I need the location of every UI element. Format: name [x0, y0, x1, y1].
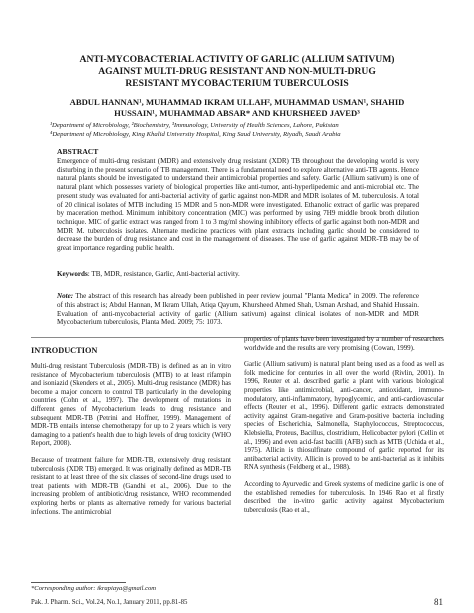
note-text: The abstract of this research has already been published in peer review journal "Planta Medica" in 2009. The reference of this abstract is; Abdul Hannan, M Ikram Ullah, Atiqa Qayum, Khursheed Ahmed Shah, Usman Arshad, and Shahid Hussain. Evaluation of anti-mycobacterial activity of garlic (Allium sativum) against clinical isolates of non-MDR and MDR Mycobacterium tuberculosis, Planta Med. 2009; 75: 1073.: [57, 292, 419, 327]
introduction-heading: INTRODUCTION: [31, 346, 98, 355]
paragraph: Because of treatment failure for MDR-TB, extensively drug resistant tuberculosis (XDR TB) emerged. It was originally defined as MDR-TB resistant to at least three of the six classes of second-line drugs used to treat patients with MDR-TB (Gandhi et al., 2006). Due to the increasing problem of antibiotic/drug resistance, WHO recommended exploring herbs or plants as alternative remedy for various bacterial infections. The antimicrobial: [31, 455, 231, 516]
abstract-text: Emergence of multi-drug resistant (MDR) and extensively drug resistant (XDR) TB throughout the developing world is very disturbing in the present scenario of TB management. There is a fundamental need to explore alternative anti-TB agents. Hence natural plants should be investigated to understand their antimicrobial properties and safety. Garlic (Allium sativum) is one of natural plant which possesses variety of biological properties like anti-tumor, anti-hyperlipedemic and anti-microbial etc. The present study was evaluated for anti-bacterial activity of garlic against non-MDR and MDR isolates of M. tuberculosis. A total of 20 clinical isolates of MTB including 15 MDR and 5 non-MDR were investigated. Ethanolic extract of garlic was prepared by maceration method. Minimum inhibitory concentration (MIC) was performed by using 7H9 middle brook broth dilution technique. MIC of garlic extract was ranged from 1 to 3 mg/ml showing inhibitory effects of garlic against both non-MDR and MDR M. tuberculosis isolates. Alternate medicine practices with plant extracts including garlic should be considered to decrease the burden of drug resistance and cost in the management of diseases. The use of garlic against MDR-TB may be of great importance regarding public health.: [57, 157, 419, 253]
keywords-text: : TB, MDR, resistance, Garlic, Anti-bacterial activity.: [87, 270, 240, 278]
page-footer: [31, 599, 443, 606]
keywords: [57, 270, 419, 279]
paragraph: Garlic (Allium sativum) is natural plant being used as a food as well as folk medicine for centuries in all over the world (Rivlin, 2001). In 1996, Reuter et al. described garlic a plant with various biological properties like antimicrobial, anti-cancer, antioxidant, immuno-modulatory, anti-inflammatory, hypoglycemic, and anti-cardiovascular effects (Reuter et al., 1996). Different garlic extracts demonstrated activity against Gram-negative and Gram-positive bacteria including species of Escherichia, Salmonella, Staphylococcus, Streptococcus, Klebsiella, Proteus, Bacillus, clostridium, Helicobacter pylori (Cellin et al., 1996) and even acid-fast bacilli (AFB) such as MTB (Uchida et al., 1975). Allicin is thiosulfinate compound of garlic reported for its antibacterial activity. Allicin is proved to be anti-bacterial as it inhibits RNA synthesis (Feldberg et al., 1988).: [244, 360, 444, 472]
author-line: HUSSAIN¹, MUHAMMAD ABSAR* AND KHURSHEED JAVED³: [114, 108, 360, 118]
note-label: Note:: [57, 292, 74, 300]
author-list: [40, 97, 434, 119]
affiliations: [50, 121, 450, 139]
journal-citation: Pak. J. Pharm. Sci., Vol.24, No.1, January 2011, pp.81-85: [31, 599, 188, 606]
page-number: 81: [434, 597, 443, 607]
corresponding-author-footnote: *Corresponding author: ikrapiaya@gmail.com: [31, 585, 157, 592]
affiliation-line: ¹Department of Microbiology, ²Biochemistry, ³Immunology, University of Health Sciences, Lahore, Pakistan: [50, 122, 339, 129]
keywords-label: Keywords: [57, 270, 88, 278]
paragraph: properties of plants have been investigated by a number of researchers worldwide and the results are very promising (Cowan, 1999).: [244, 335, 444, 352]
affiliation-line: ⁴Department of Microbiology, King Khalid University Hospital, King Saud University, Riyadh, Saudi Arabia: [50, 131, 341, 138]
article-title: [40, 54, 434, 90]
right-column: [244, 335, 444, 522]
abstract-heading: ABSTRACT: [57, 147, 99, 156]
publication-note: [57, 292, 419, 327]
title-line: ANTI-MYCOBACTERIAL ACTIVITY OF GARLIC (ALLIUM SATIVUM): [79, 54, 395, 65]
title-line: RESISTANT MYCOBACTERIUM TUBERCULOSIS: [125, 78, 349, 89]
left-column: [31, 362, 231, 524]
footnote-divider: [31, 582, 126, 583]
title-line: AGAINST MULTI-DRUG RESISTANT AND NON-MULTI-DRUG: [98, 66, 376, 77]
author-line: ABDUL HANNAN¹, MUHAMMAD IKRAM ULLAH², MUHAMMAD USMAN¹, SHAHID: [69, 97, 405, 107]
paragraph: Multi-drug resistant Tuberculosis (MDR-TB) is defined as an in vitro resistance of Mycobacterium tuberculosis (MTB) to at least rifampin and isoniazid (Skenders et al., 2005). Multi-drug resistance (MDR) has become a major concern to control TB particularly in the developing countries (Cohn et al., 1997). The development of mutations in different genes of Mycobacterium leads to drug resistance and subsequent MDR-TB (Petrini and Hoffner, 1999). Management of MDR-TB entails intense chemotherapy for up to 2 years which is very damaging to a patient's health due to high levels of drug toxicity (WHO Report, 2008).: [31, 362, 231, 448]
paragraph: According to Ayurvedic and Greek systems of medicine garlic is one of the established remedies for tuberculosis. In 1946 Rao et al firstly described the in-vitro garlic activity against Mycobacterium tuberculosis (Rao et al.,: [244, 479, 444, 514]
